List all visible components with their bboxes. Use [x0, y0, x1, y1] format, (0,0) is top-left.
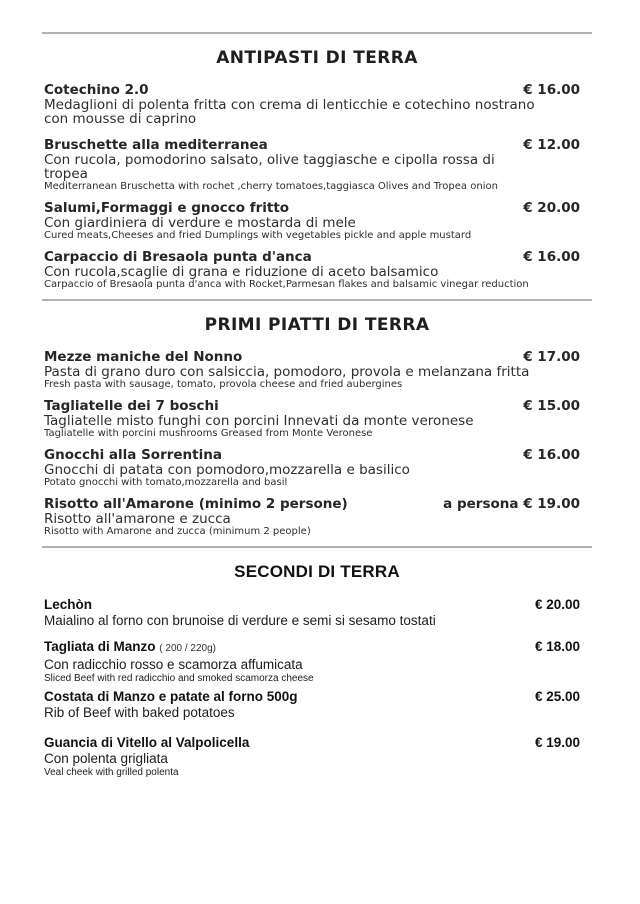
- item-head: [44, 497, 592, 512]
- item-price: € 16.00: [523, 82, 580, 98]
- item-desc-en: Fresh pasta with sausage, tomato, provola cheese and fried aubergines: [44, 379, 403, 390]
- item-name: Mezze maniche del Nonno: [44, 349, 243, 365]
- item-head: [44, 448, 592, 463]
- item-desc-en: Tagliatelle with porcini mushrooms Greased from Monte Veronese: [44, 428, 373, 439]
- item-name: Risotto all'Amarone (minimo 2 persone): [44, 496, 348, 512]
- item-price: € 19.00: [534, 735, 580, 750]
- item-name: Costata di Manzo e patate al forno 500g: [44, 689, 298, 704]
- item-desc-it: Rib of Beef with baked potatoes: [44, 705, 235, 720]
- item-desc-it: Con rucola, pomodorino salsato, olive taggiasche e cipolla rossa di tropea: [44, 152, 495, 182]
- item-desc-en: Carpaccio of Bresaola punta d'anca with Rocket,Parmesan flakes and balsamic vinegar reduction: [44, 279, 529, 290]
- item-desc-it: Medaglioni di polenta fritta con crema di lenticchie e cotechino nostrano con mousse di caprino: [44, 97, 535, 127]
- item-name: [44, 639, 216, 656]
- item-price: € 16.00: [523, 447, 580, 463]
- item-price: € 25.00: [534, 689, 580, 704]
- item-price: € 18.00: [534, 639, 580, 654]
- item-head: [44, 350, 592, 365]
- section-antipasti: [42, 47, 592, 291]
- item-name: Cotechino 2.0: [44, 82, 149, 98]
- item-desc-it: Con giardiniera di verdure e mostarda di mele: [44, 215, 356, 231]
- item-head: [44, 735, 592, 750]
- item-price: € 20.00: [523, 200, 580, 216]
- section-divider: [42, 32, 592, 34]
- item-head: [44, 83, 592, 98]
- item-desc-en: Potato gnocchi with tomato,mozzarella and basil: [44, 477, 288, 488]
- item-name: Lechòn: [44, 597, 93, 612]
- item-desc-en: Risotto with Amarone and zucca (minimum 2 people): [44, 526, 311, 537]
- item-price: € 12.00: [523, 137, 580, 153]
- menu-item: [42, 497, 592, 538]
- section-title: PRIMI PIATTI DI TERRA: [204, 315, 430, 335]
- item-desc-it: Con radicchio rosso e scamorza affumicata: [44, 657, 303, 672]
- menu-content: [42, 32, 592, 779]
- item-head: [44, 639, 592, 656]
- item-head: [44, 597, 592, 612]
- item-name: Guancia di Vitello al Valpolicella: [44, 735, 250, 750]
- item-name: Tagliatelle dei 7 boschi: [44, 398, 219, 414]
- item-desc-en: Cured meats,Cheeses and fried Dumplings with vegetables pickle and apple mustard: [44, 230, 472, 241]
- item-desc-en: Mediterranean Bruschetta with rochet ,cherry tomatoes,taggiasca Olives and Tropea onion: [44, 181, 498, 192]
- menu-item: [42, 639, 592, 685]
- item-desc-it: Con polenta grigliata: [44, 751, 168, 766]
- item-portion-note: ( 200 / 220g): [159, 643, 216, 654]
- item-price: € 16.00: [523, 249, 580, 265]
- item-price: a persona € 19.00: [443, 496, 580, 512]
- section-secondi: [42, 561, 592, 779]
- item-desc-en: Sliced Beef with red radicchio and smoked scamorza cheese: [44, 673, 314, 684]
- item-desc-it: Risotto all'amarone e zucca: [44, 511, 231, 527]
- item-desc-it: Maialino al forno con brunoise di verdure e semi si sesamo tostati: [44, 613, 436, 628]
- menu-item: [42, 735, 592, 779]
- menu-item: [42, 250, 592, 291]
- item-head: [44, 689, 592, 704]
- item-name: Gnocchi alla Sorrentina: [44, 447, 222, 463]
- item-head: [44, 399, 592, 414]
- section-divider: [42, 299, 592, 301]
- item-name: Salumi,Formaggi e gnocco fritto: [44, 200, 290, 216]
- item-head: [44, 201, 592, 216]
- menu-item: [42, 138, 592, 193]
- menu-item: [42, 597, 592, 629]
- menu-item: [42, 83, 592, 126]
- item-desc-it: Pasta di grano duro con salsiccia, pomodoro, provola e melanzana fritta: [44, 364, 530, 380]
- section-primi: [42, 314, 592, 538]
- menu-item: [42, 350, 592, 391]
- menu-item: [42, 448, 592, 489]
- item-desc-it: Gnocchi di patata con pomodoro,mozzarella e basilico: [44, 462, 410, 478]
- item-desc-en: Veal cheek with grilled polenta: [44, 767, 179, 778]
- item-price: € 20.00: [534, 597, 580, 612]
- item-price: € 15.00: [523, 398, 580, 414]
- item-head: [44, 138, 592, 153]
- menu-item: [42, 689, 592, 721]
- item-price: € 17.00: [523, 349, 580, 365]
- item-name: Carpaccio di Bresaola punta d'anca: [44, 249, 312, 265]
- section-divider: [42, 546, 592, 548]
- section-title: ANTIPASTI DI TERRA: [216, 48, 418, 68]
- section-title: SECONDI DI TERRA: [234, 562, 400, 581]
- item-desc-it: Con rucola,scaglie di grana e riduzione di aceto balsamico: [44, 264, 439, 280]
- menu-item: [42, 201, 592, 242]
- menu-item: [42, 399, 592, 440]
- item-head: [44, 250, 592, 265]
- item-desc-it: Tagliatelle misto funghi con porcini Innevati da monte veronese: [44, 413, 474, 429]
- item-name-text: Tagliata di Manzo: [44, 639, 156, 654]
- item-name: Bruschette alla mediterranea: [44, 137, 268, 153]
